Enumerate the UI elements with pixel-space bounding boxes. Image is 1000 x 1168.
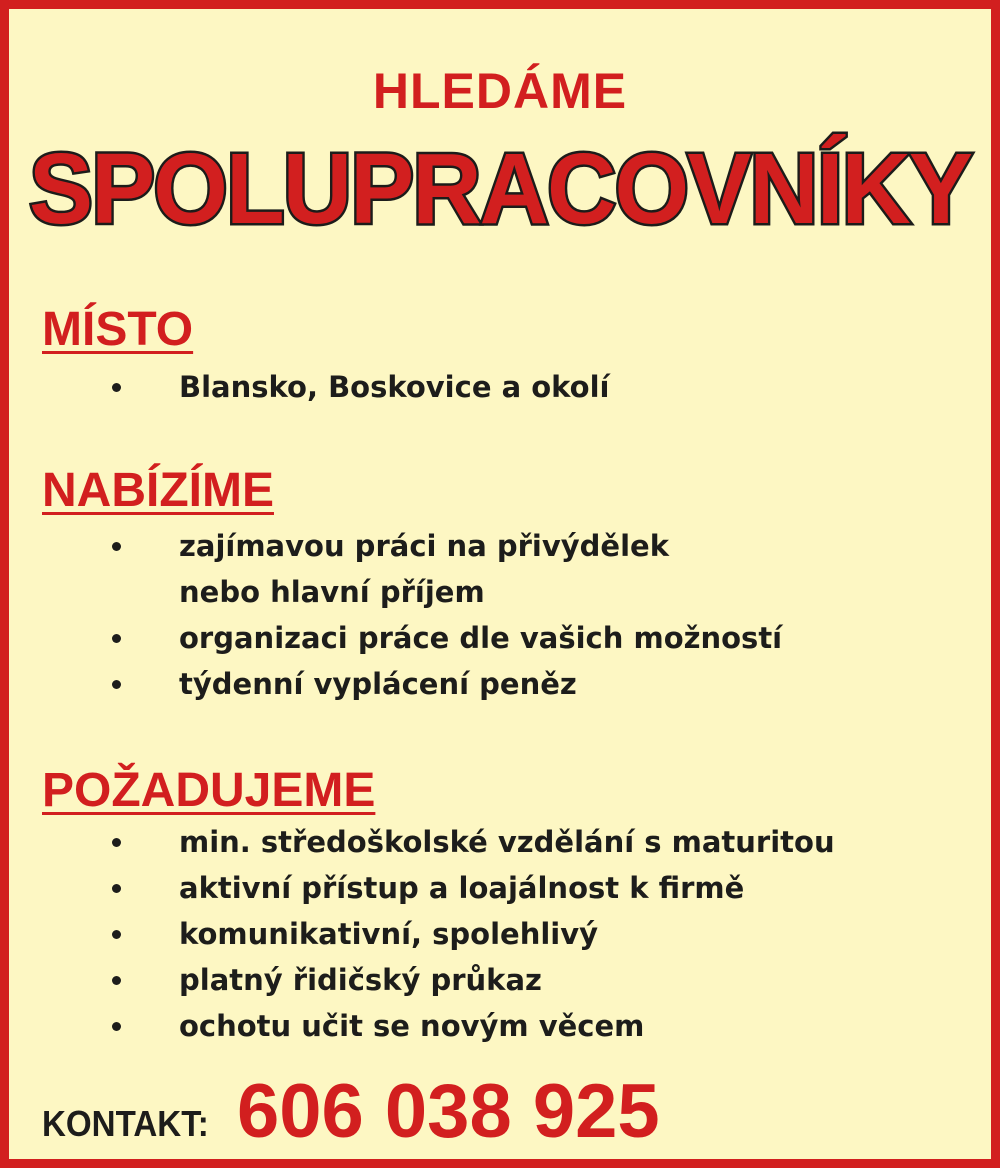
list-item-text: platný řidičský průkaz <box>179 963 542 997</box>
section-title-offer: NABÍZÍME <box>42 464 274 517</box>
list-item <box>9 1003 835 1049</box>
list-item <box>9 364 609 410</box>
bullet-icon <box>112 884 121 893</box>
list-item-text: ochotu učit se novým věcem <box>179 1009 645 1043</box>
list-item <box>9 911 835 957</box>
contact-label: KONTAKT: <box>42 1103 209 1144</box>
list-item-text: Blansko, Boskovice a okolí <box>179 370 610 404</box>
bullet-icon <box>112 838 121 847</box>
list-item-text: aktivní přístup a loajálnost k firmě <box>179 871 745 905</box>
bullet-icon <box>112 542 121 551</box>
list-item-text: min. středoškolské vzdělání s maturitou <box>179 825 835 859</box>
bullet-icon <box>112 634 121 643</box>
main-headline: SPOLUPRACOVNÍKY <box>29 133 971 245</box>
offer-list <box>9 523 782 707</box>
section-title-requirements: POŽADUJEME <box>42 764 376 817</box>
list-item <box>9 615 782 661</box>
list-item <box>9 957 835 1003</box>
kicker-heading: HLEDÁME <box>372 63 628 119</box>
bullet-icon <box>112 680 121 689</box>
section-title-place: MÍSTO <box>42 303 194 356</box>
list-item-text-continued: nebo hlavní příjem <box>179 575 485 609</box>
phone-number[interactable]: 606 038 925 <box>237 1069 660 1154</box>
list-item <box>9 661 782 707</box>
list-item <box>9 865 835 911</box>
bullet-icon <box>112 1022 121 1031</box>
list-item-text: komunikativní, spolehlivý <box>179 917 599 951</box>
list-item-text: týdenní vyplácení peněz <box>179 667 577 701</box>
place-list <box>9 364 609 410</box>
list-item <box>9 523 782 615</box>
bullet-icon <box>112 383 121 392</box>
bullet-icon <box>112 976 121 985</box>
list-item <box>9 819 835 865</box>
requirements-list <box>9 819 835 1049</box>
list-item-text: zajímavou práci na přivýdělek <box>179 529 669 563</box>
list-item-text: organizaci práce dle vašich možností <box>179 621 783 655</box>
bullet-icon <box>112 930 121 939</box>
